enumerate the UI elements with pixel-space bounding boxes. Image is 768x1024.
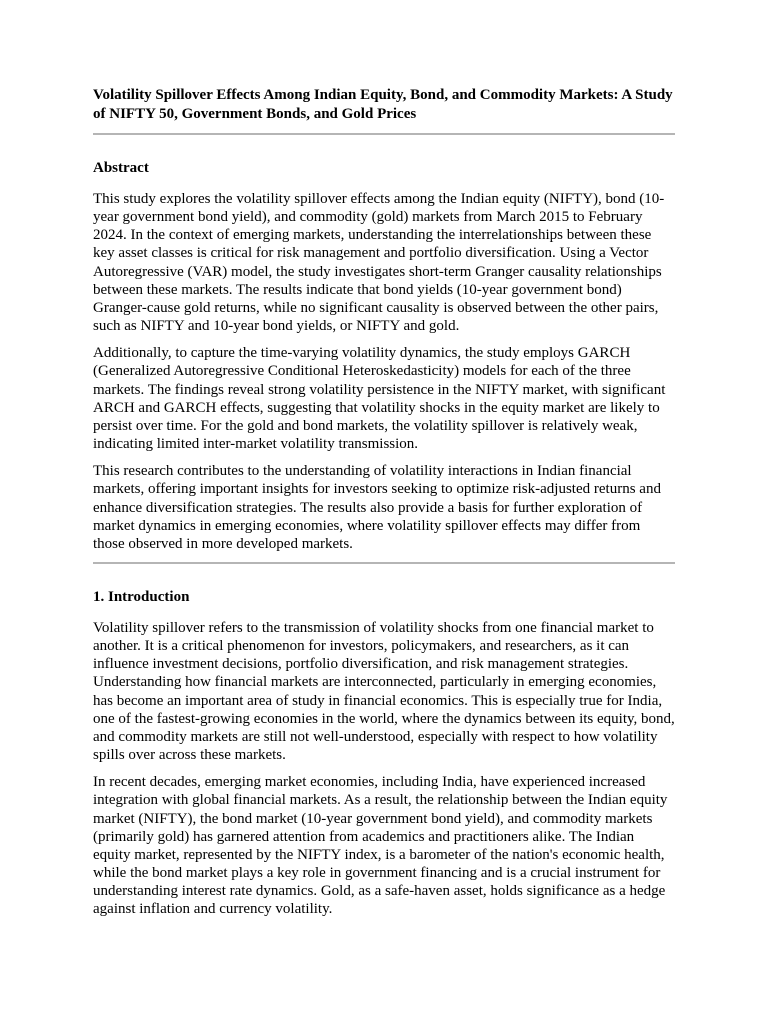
introduction-heading: 1. Introduction — [93, 588, 190, 605]
abstract-divider — [93, 562, 675, 564]
abstract-heading: Abstract — [93, 160, 149, 176]
introduction-paragraph: In recent decades, emerging market economies, including India, have experienced increased integration with global financial markets. As a result, the relationship between the Indian equity market (NIFTY), the bond market (10-year government bond yield), and commodity markets (primarily gold) has garnered attention from academics and practitioners alike. The Indian equity market, represented by the NIFTY index, is a barometer of the nation's economic health, while the bond market plays a key role in government financing and is a crucial instrument for understanding interest rate dynamics. Gold, as a safe-haven asset, holds significance as a hedge against inflation and currency volatility. — [93, 774, 668, 918]
abstract-paragraph: This study explores the volatility spillover effects among the Indian equity (NIFTY), bond (10-year government bond yield), and commodity (gold) markets from March 2015 to February 2024. In the context of emerging markets, understanding the interrelationships between these key asset classes is critical for risk management and portfolio diversification. Using a Vector Autoregressive (VAR) model, the study investigates short-term Granger causality relationships between these markets. The results indicate that bond yields (10-year government bond) Granger-cause gold returns, while no significant causality is observed between the other pairs, such as NIFTY and 10-year bond yields, or NIFTY and gold. — [93, 191, 665, 335]
paper-title: Volatility Spillover Effects Among Indian Equity, Bond, and Commodity Markets: A Study of NIFTY 50, Government Bonds, and Gold Prices — [93, 87, 673, 122]
document-page — [93, 86, 675, 918]
title-divider — [93, 133, 675, 135]
abstract-paragraph: Additionally, to capture the time-varying volatility dynamics, the study employs GARCH (Generalized Autoregressive Conditional Heteroskedasticity) models for each of the three markets. The findings reveal strong volatility persistence in the NIFTY market, with significant ARCH and GARCH effects, suggesting that volatility shocks in the equity market are likely to persist over time. For the gold and bond markets, the volatility spillover is relatively weak, indicating limited inter-market volatility transmission. — [93, 345, 666, 453]
abstract-paragraph: This research contributes to the understanding of volatility interactions in Indian financial markets, offering important insights for investors seeking to optimize risk-adjusted returns and enhance diversification strategies. The results also provide a basis for further exploration of market dynamics in emerging economies, where volatility spillover effects may differ from those observed in more developed markets. — [93, 463, 661, 552]
introduction-paragraph: Volatility spillover refers to the transmission of volatility shocks from one financial market to another. It is a critical phenomenon for investors, policymakers, and researchers, as it can influence investment decisions, portfolio diversification, and risk management strategies. Understanding how financial markets are interconnected, particularly in emerging economies, has become an important area of study in financial economics. This is especially true for India, one of the fastest-growing economies in the world, where the dynamics between its equity, bond, and commodity markets are still not well-understood, especially with respect to how volatility spills over across these markets. — [93, 619, 675, 764]
